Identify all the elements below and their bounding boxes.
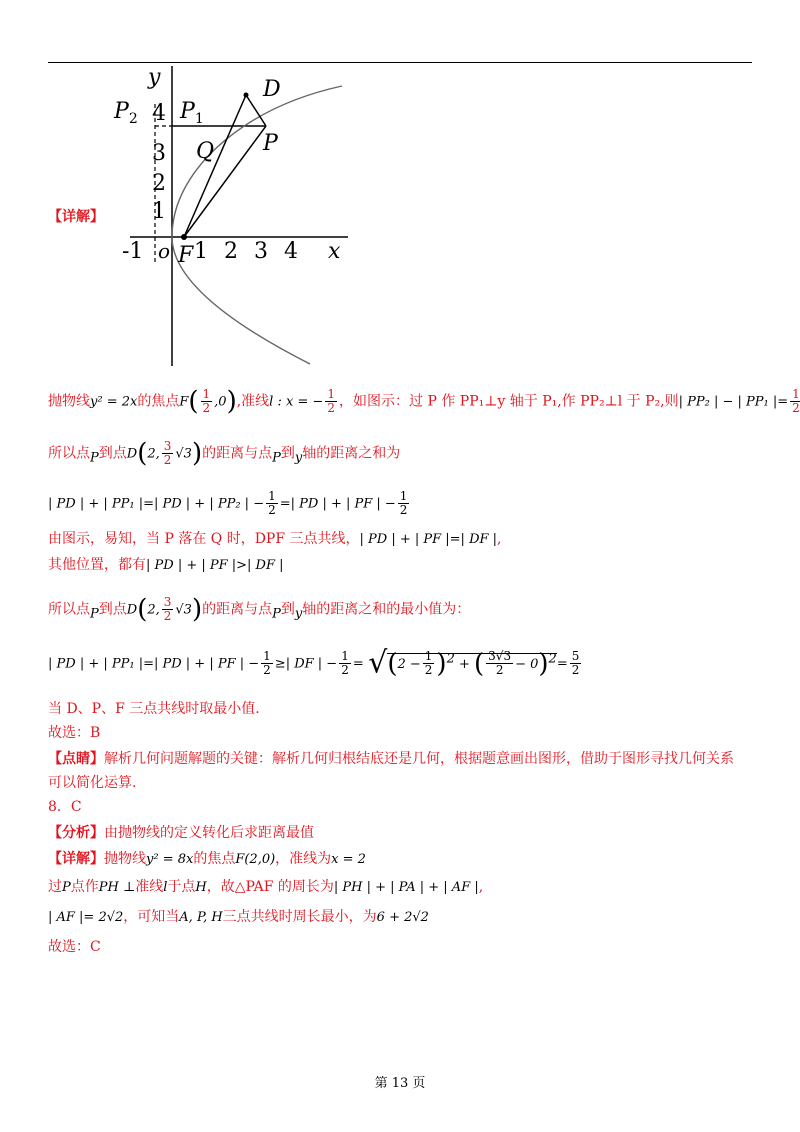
line-8: 当 D、P、F 三点共线时取最小值.: [48, 701, 260, 717]
page-footer: 第 13 页: [374, 1076, 426, 1091]
point-p1-label: $P_1$: [180, 99, 204, 127]
line-3: | PD | + | PP₁ |=| PD | + | PP₂ | − $\frac{1}{2}$ =| PD | + | PF | − $\frac{1}{2}$: [48, 489, 408, 517]
y-tick: 2: [152, 171, 166, 196]
point-p-label: P: [263, 131, 278, 156]
y-tick: 3: [152, 141, 166, 166]
origin-label: o: [158, 239, 171, 263]
y-ticks: [152, 101, 166, 224]
x-tick: 4: [284, 239, 298, 264]
x-tick: 3: [254, 239, 268, 264]
line-6: 所以点$_P$到点D(2, $\frac{3}{2}$ √3)的距离与点$_P$到$_y$轴的距离之和的最小值为：: [48, 594, 471, 625]
line-7: | PD | + | PP₁ |=| PD | + | PF | − $\frac{1}{2}$ ≥| DF | − $\frac{1}{2}$ = √(2 − $\frac{1}{2}$ )$^2$ + ( $\frac{3√3}{2}$ − 0)$^2$= $\frac{5}{2}$: [48, 645, 580, 681]
y-tick: 4: [152, 101, 166, 126]
point-p2-label: $P_2$: [114, 99, 138, 127]
parabola-curve: [172, 86, 342, 364]
line-15: 过P点作PH ⊥准线l于点H，故△PAF 的周长为| PH | + | PA | + | AF |,: [48, 879, 484, 895]
point-f: [181, 234, 187, 240]
x-tick: -1: [122, 239, 144, 264]
y-tick: 1: [152, 199, 166, 224]
point-d-label: D: [263, 77, 281, 102]
line-1: 抛物线y² = 2x的焦点F( $\frac{1}{2}$ ,0),准线l : x = − $\frac{1}{2}$ ，如图示：过 P 作 PP₁⊥y 轴于 P₁,作 PP₂⊥l 于 P₂,则| PP₂ | − | PP₁ |= $\frac{1}{2}$: [48, 386, 800, 417]
x-tick: 1: [194, 239, 208, 264]
header-rule: [48, 62, 752, 63]
x-tick: 2: [224, 239, 238, 264]
line-14: 【详解】抛物线y² = 8x的焦点F(2,0)，准线为x = 2: [48, 851, 366, 867]
point-q-label: Q: [196, 139, 215, 164]
line-16: | AF |= 2√2，可知当A, P, H三点共线时周长最小，为6 + 2√2: [48, 909, 429, 925]
line-12: 8．C: [48, 799, 82, 815]
line-2: 所以点$_P$到点D(2, $\frac{3}{2}$ √3)的距离与点$_P$到$_y$轴的距离之和为: [48, 438, 401, 469]
point-d: [244, 93, 249, 98]
line-5: 其他位置，都有| PD | + | PF |>| DF |: [48, 557, 284, 573]
xiangjie-tag: 【详解】: [48, 209, 104, 225]
line-13: 【分析】由抛物线的定义转化后求距离最值: [48, 825, 314, 841]
axis-x-label: x: [328, 239, 341, 264]
line-10: 【点睛】解析几何问题解题的关键：解析几何归根结底还是几何，根据题意画出图形，借助于图形寻找几何关系: [48, 751, 734, 767]
parabola-figure: [100, 64, 360, 370]
line-11: 可以简化运算.: [48, 775, 137, 791]
line-17: 故选：C: [48, 939, 101, 955]
line-9: 故选：B: [48, 725, 101, 741]
point-f-label: F: [178, 243, 194, 268]
axis-y-label: y: [148, 65, 161, 90]
line-4: 由图示，易知，当 P 落在 Q 时，DPF 三点共线，| PD | + | PF |=| DF |,: [48, 531, 502, 547]
x-ticks: [122, 239, 298, 264]
